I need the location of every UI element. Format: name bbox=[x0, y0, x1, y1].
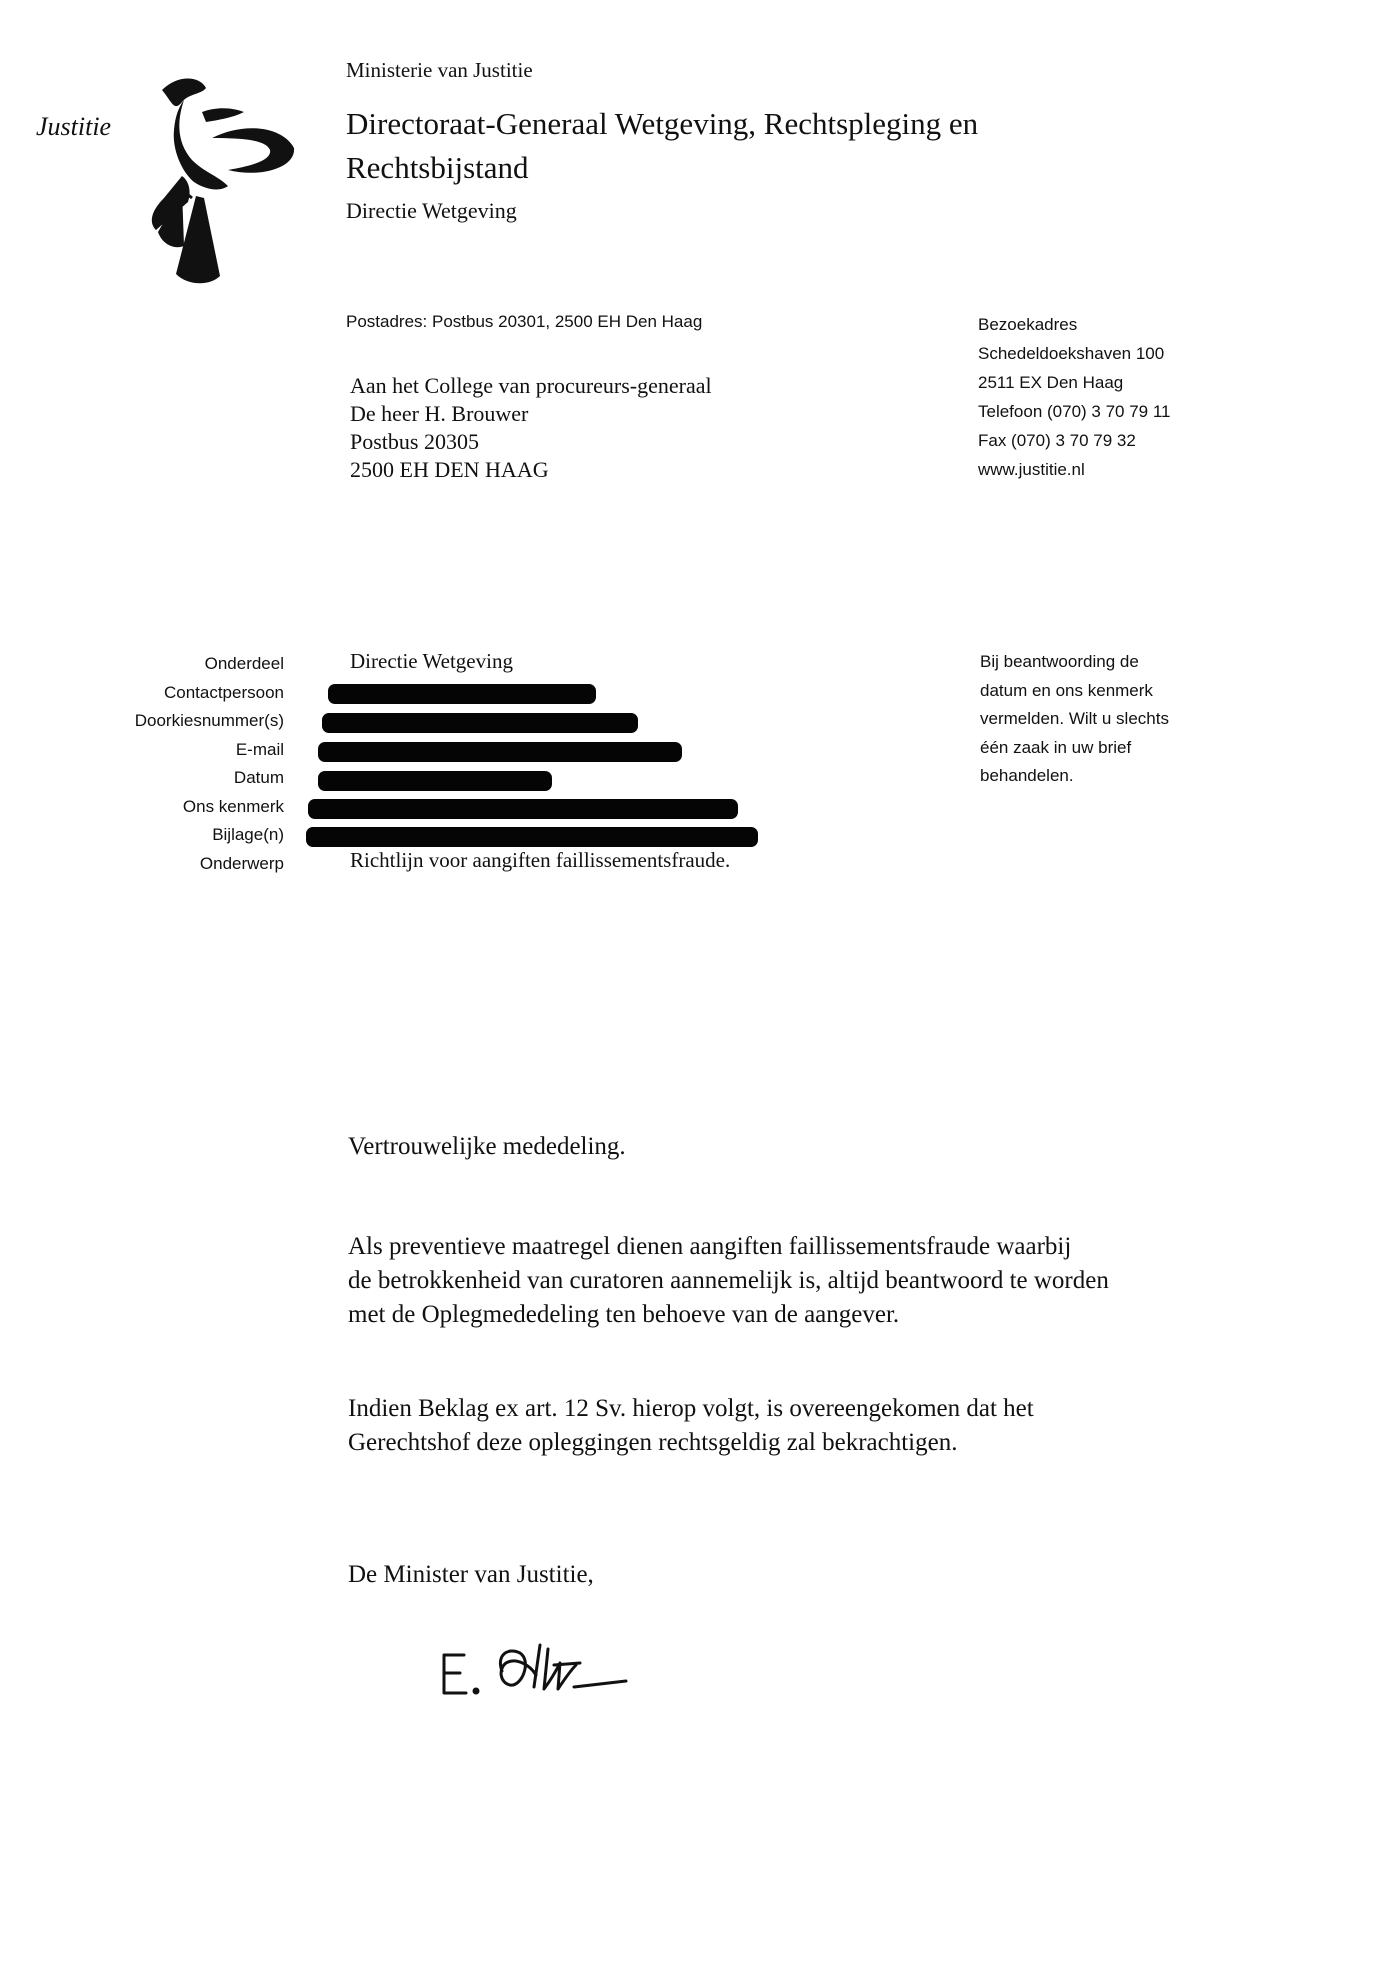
body-paragraph-2-line-2: Gerechtshof deze opleggingen rechtsgeldig zal bekrachtigen. bbox=[348, 1429, 958, 1456]
directie-name: Directie Wetgeving bbox=[346, 198, 517, 223]
visit-address-phone: Telefoon (070) 3 70 79 11 bbox=[978, 402, 1171, 421]
recipient-line-4: 2500 EH DEN HAAG bbox=[350, 457, 549, 482]
redaction-datum bbox=[318, 771, 552, 791]
redaction-email bbox=[318, 742, 682, 762]
onderdeel-value: Directie Wetgeving bbox=[350, 649, 513, 673]
redaction-ons-kenmerk bbox=[308, 799, 738, 819]
postal-address: Postadres: Postbus 20301, 2500 EH Den Haag bbox=[346, 312, 703, 331]
directorate-title bbox=[346, 102, 978, 190]
body-paragraph-2-line-1: Indien Beklag ex art. 12 Sv. hierop volgt, is overeengekomen dat het bbox=[348, 1395, 1034, 1422]
recipient-line-1: Aan het College van procureurs-generaal bbox=[350, 373, 712, 398]
visit-address bbox=[978, 310, 1171, 484]
visit-address-city: 2511 EX Den Haag bbox=[978, 373, 1124, 392]
reply-instructions-line-4: één zaak in uw brief bbox=[980, 737, 1132, 757]
label-onderwerp: Onderwerp bbox=[199, 853, 284, 873]
reply-instructions-line-3: vermelden. Wilt u slechts bbox=[980, 709, 1169, 728]
label-email: E-mail bbox=[235, 739, 284, 759]
signature-image bbox=[440, 1635, 690, 1715]
body-paragraph-2 bbox=[348, 1392, 1034, 1460]
label-contactpersoon: Contactpersoon bbox=[163, 682, 284, 702]
body-paragraph-1-line-1: Als preventieve maatregel dienen aangiften faillissementsfraude waarbij bbox=[348, 1233, 1072, 1260]
redaction-doorkiesnummers bbox=[322, 713, 638, 733]
body-paragraph-1 bbox=[348, 1230, 1109, 1332]
label-datum: Datum bbox=[233, 768, 284, 787]
recipient-address bbox=[350, 372, 712, 484]
closing-line: De Minister van Justitie, bbox=[348, 1561, 594, 1588]
label-ons-kenmerk: Ons kenmerk bbox=[182, 796, 284, 816]
visit-address-heading: Bezoekadres bbox=[978, 315, 1078, 334]
body-heading: Vertrouwelijke mededeling. bbox=[348, 1133, 626, 1160]
directorate-title-line-2: Rechtsbijstand bbox=[346, 150, 529, 185]
visit-address-fax: Fax (070) 3 70 79 32 bbox=[978, 431, 1136, 450]
onderwerp-value: Richtlijn voor aangiften faillissementsfraude. bbox=[350, 848, 731, 872]
directorate-title-line-1: Directoraat-Generaal Wetgeving, Rechtspleging en bbox=[346, 106, 979, 141]
reply-instructions bbox=[980, 648, 1169, 791]
label-bijlagen: Bijlage(n) bbox=[212, 825, 284, 844]
reply-instructions-line-5: behandelen. bbox=[980, 766, 1074, 785]
reply-instructions-line-1: Bij beantwoording de bbox=[980, 652, 1139, 671]
label-doorkiesnummers: Doorkiesnummer(s) bbox=[134, 711, 284, 730]
recipient-line-3: Postbus 20305 bbox=[350, 429, 479, 454]
visit-address-website: www.justitie.nl bbox=[978, 460, 1085, 479]
label-onderdeel: Onderdeel bbox=[204, 654, 284, 673]
body-paragraph-1-line-3: met de Oplegmededeling ten behoeve van de aangever. bbox=[348, 1301, 900, 1328]
visit-address-street: Schedeldoekshaven 100 bbox=[978, 344, 1165, 363]
redaction-contactpersoon bbox=[328, 684, 596, 704]
body-paragraph-1-line-2: de betrokkenheid van curatoren aannemelijk is, altijd beantwoord te worden bbox=[348, 1267, 1109, 1294]
redaction-bijlagen bbox=[306, 827, 758, 847]
reply-instructions-line-2: datum en ons kenmerk bbox=[980, 680, 1153, 700]
logo-wordmark: Justitie bbox=[36, 112, 112, 141]
ministry-name: Ministerie van Justitie bbox=[346, 58, 533, 82]
justitia-logo-icon bbox=[148, 72, 298, 290]
reference-labels bbox=[135, 650, 284, 878]
recipient-line-2: De heer H. Brouwer bbox=[350, 401, 529, 426]
